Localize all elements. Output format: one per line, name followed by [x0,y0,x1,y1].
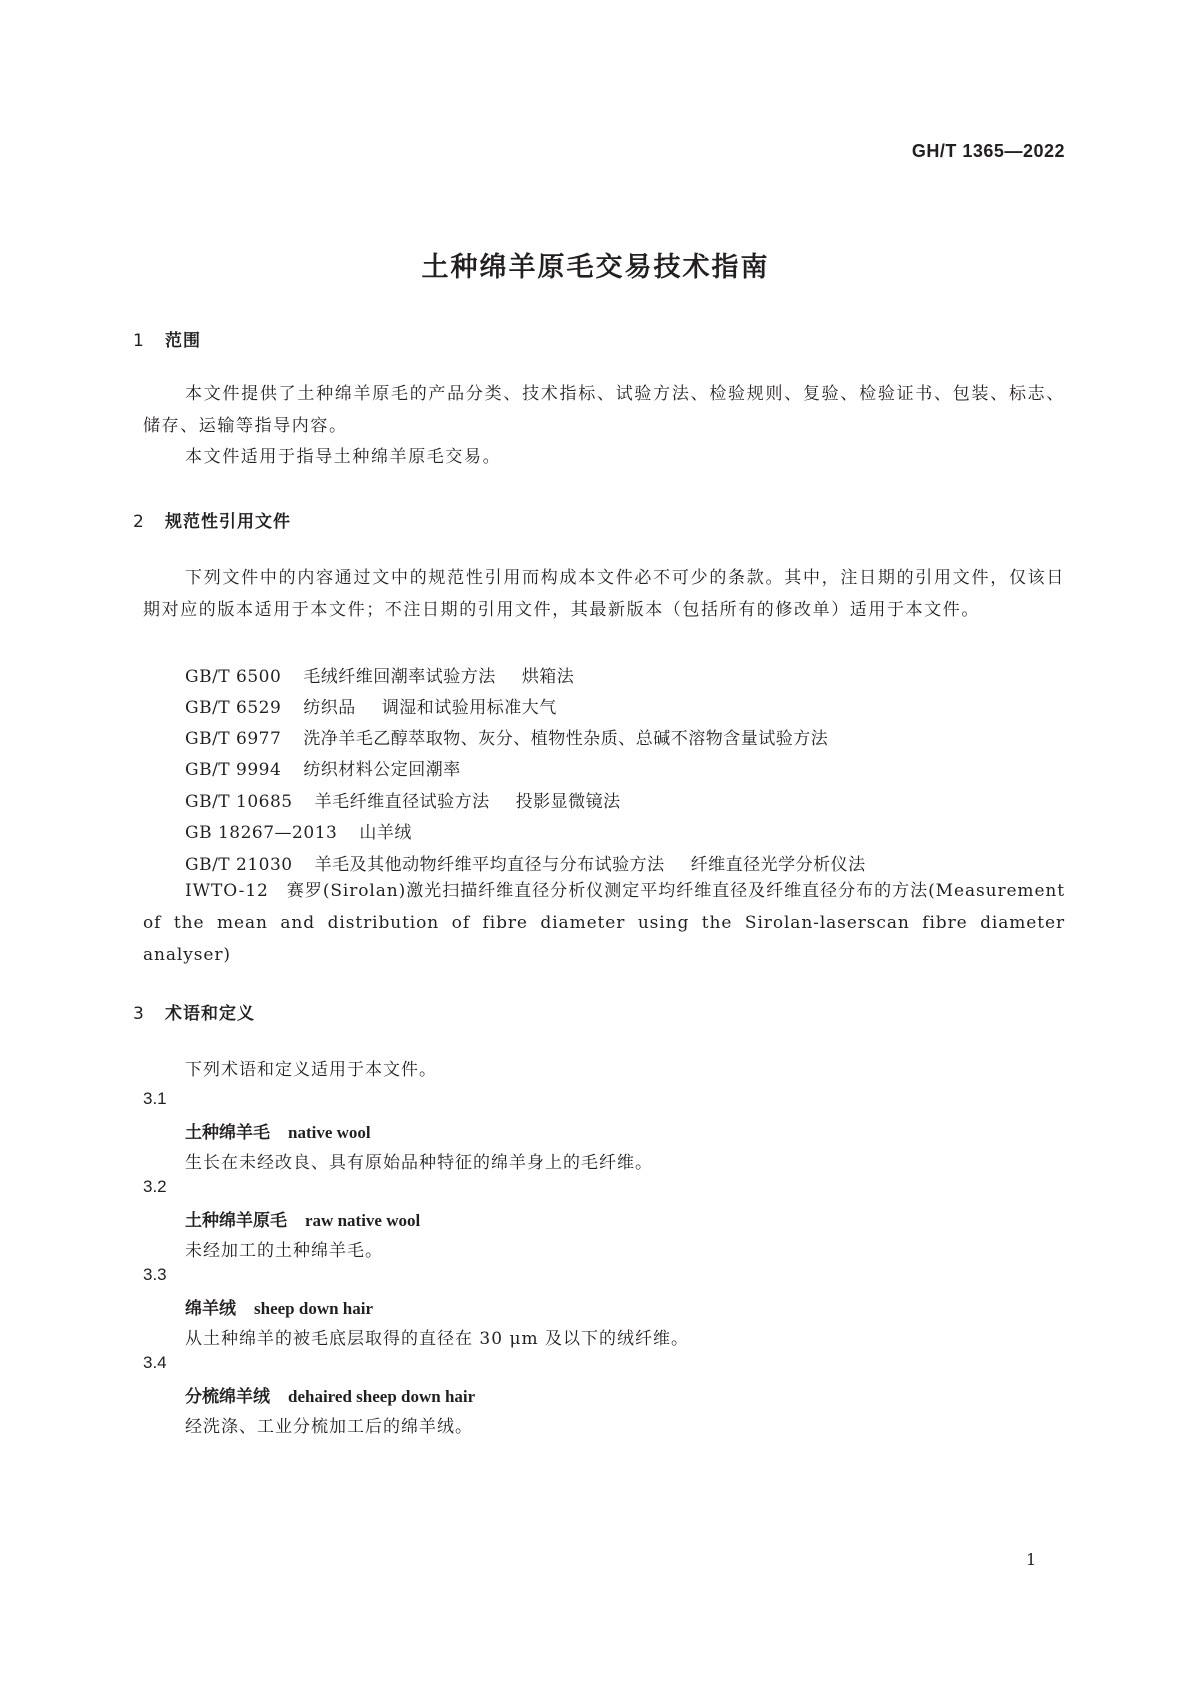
reference-code: GB/T 6529 [185,698,282,718]
clause-number: 3.1 [143,1089,167,1108]
term-en: sheep down hair [254,1299,374,1318]
term-en: raw native wool [305,1211,421,1230]
term-definition: 从土种绵羊的被毛底层取得的直径在 30 μm 及以下的绒纤维。 [185,1329,690,1349]
standard-number: GH/T 1365—2022 [911,141,1065,161]
reference-item [185,755,461,780]
section-2-heading [133,507,291,532]
term-en: native wool [288,1123,371,1142]
reference-item [185,724,828,749]
reference-code: GB/T 21030 [185,855,293,875]
term-zh: 分梳绵羊绒 [185,1387,270,1407]
reference-title: 洗净羊毛乙醇萃取物、灰分、植物性杂质、总碱不溶物含量试验方法 [303,729,829,749]
reference-subtitle: 烘箱法 [521,667,575,687]
term-heading [185,1294,373,1319]
term-definition: 经洗涤、工业分梳加工后的绵羊绒。 [185,1417,473,1437]
reference-title: 山羊绒 [359,823,412,843]
section-1-heading [133,326,201,351]
term-heading [185,1206,420,1231]
section-title: 术语和定义 [165,1004,255,1024]
page-number: 1 [1026,1550,1037,1569]
reference-title: 羊毛纤维直径试验方法 [314,792,490,812]
scope-paragraph-1: 本文件提供了土种绵羊原毛的产品分类、技术指标、试验方法、检验规则、复验、检验证书、包装、标志、储存、运输等指导内容。 [143,384,1065,436]
reference-code: GB 18267—2013 [185,823,338,843]
section-number: 1 [133,331,145,351]
section-number: 2 [133,512,145,532]
reference-title: 羊毛及其他动物纤维平均直径与分布试验方法 [314,855,665,875]
term-zh: 土种绵羊原毛 [185,1211,287,1231]
reference-title: 毛绒纤维回潮率试验方法 [303,667,496,687]
reference-item [185,787,621,812]
references-intro: 下列文件中的内容通过文中的规范性引用而构成本文件必不可少的条款。其中，注日期的引用文件，仅该日期对应的版本适用于本文件；不注日期的引用文件，其最新版本（包括所有的修改单）适用于本文件。 [143,568,1065,620]
document-title: 土种绵羊原毛交易技术指南 [421,252,770,283]
reference-item [185,693,557,718]
reference-item [185,818,412,843]
term-heading [185,1382,475,1407]
term-en: dehaired sheep down hair [288,1387,476,1406]
reference-subtitle: 纤维直径光学分析仪法 [690,855,866,875]
reference-code: GB/T 9994 [185,760,282,780]
section-title: 范围 [165,331,201,351]
reference-title: 纺织材料公定回潮率 [303,760,461,780]
terms-intro: 下列术语和定义适用于本文件。 [185,1060,437,1080]
reference-item [185,662,574,687]
reference-code: GB/T 6977 [185,729,282,749]
reference-title: 纺织品 [303,698,356,718]
term-heading [185,1118,371,1143]
reference-code: GB/T 6500 [185,667,282,687]
term-zh: 绵羊绒 [185,1299,236,1319]
scope-paragraph-2: 本文件适用于指导土种绵羊原毛交易。 [185,447,502,467]
reference-code: GB/T 10685 [185,792,293,812]
term-definition: 未经加工的土种绵羊毛。 [185,1241,383,1261]
clause-number: 3.2 [143,1177,167,1196]
reference-item [185,850,866,875]
section-3-heading [133,999,255,1024]
clause-number: 3.4 [143,1353,167,1372]
clause-number: 3.3 [143,1265,167,1284]
term-definition: 生长在未经改良、具有原始品种特征的绵羊身上的毛纤维。 [185,1153,653,1173]
section-number: 3 [133,1004,145,1024]
reference-subtitle: 投影显微镜法 [515,792,621,812]
term-zh: 土种绵羊毛 [185,1123,270,1143]
reference-iwto: IWTO-12 赛罗(Sirolan)激光扫描纤维直径分析仪测定平均纤维直径及纤维直径分布的方法(Measurement of the mean and distribution of fibre diameter using the Sirolan-laserscan fibre diameter analyser) [143,881,1065,965]
reference-subtitle: 调湿和试验用标准大气 [381,698,557,718]
section-title: 规范性引用文件 [165,512,291,532]
